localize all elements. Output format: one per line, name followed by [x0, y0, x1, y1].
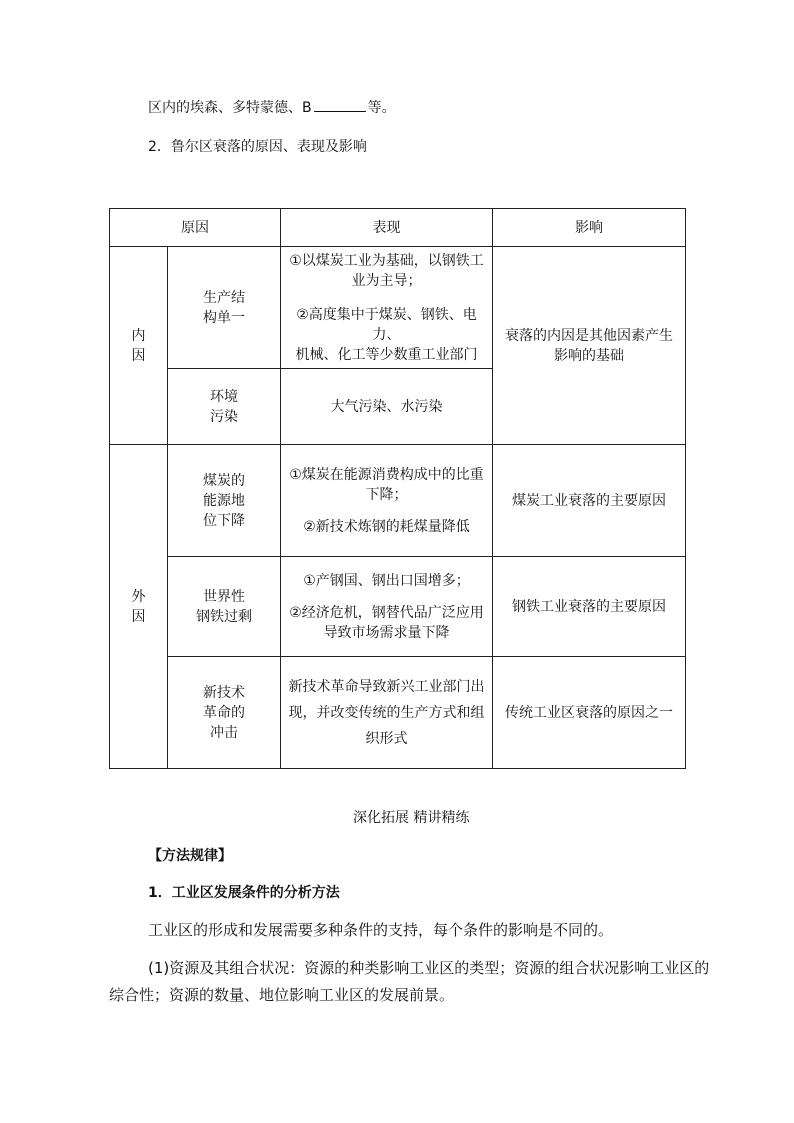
performance-text: ②经济危机，钢替代品广泛应用 — [289, 604, 484, 621]
impact-tech: 传统工业区衰落的原因之一 — [493, 657, 686, 769]
performance-text: 机械、化工等少数重工业部门 — [295, 346, 478, 363]
impact-inner-cause — [493, 247, 686, 445]
method-paragraph: 工业区的形成和发展需要多种条件的支持，每个条件的影响是不同的。 — [148, 921, 614, 939]
intro-line — [148, 98, 396, 118]
impact-text: 影响的基础 — [554, 347, 624, 364]
performance-text: ①产钢国、钢出口国增多； — [303, 572, 470, 589]
section2-title: 2．鲁尔区衰落的原因、表现及影响 — [148, 139, 367, 155]
performance-text: 现，并改变传统的生产方式和组 — [288, 704, 485, 721]
performance-text: 织形式 — [365, 730, 408, 747]
reason-text: 生产结 — [203, 289, 245, 306]
performance-text: 业为主导； — [351, 272, 422, 289]
performance-text: 导致市场需求量下降 — [323, 624, 450, 641]
outer-cause-label — [110, 445, 168, 769]
inner-cause-char-2: 因 — [131, 347, 146, 364]
table-row — [110, 247, 686, 369]
reason-text: 新技术 — [203, 684, 245, 701]
reason-single-structure — [168, 247, 281, 369]
performance-single-structure — [281, 247, 493, 369]
reason-text: 革命的 — [203, 704, 245, 721]
impact-steel: 钢铁工业衰落的主要原因 — [493, 557, 686, 657]
fill-blank — [314, 99, 366, 112]
performance-text: 新技术革命导致新兴工业部门出 — [288, 678, 485, 695]
reason-coal-status-decline — [168, 445, 281, 557]
performance-text: ①煤炭在能源消费构成中的比重 — [289, 466, 484, 483]
performance-pollution: 大气污染、水污染 — [281, 369, 493, 445]
reason-text: 煤炭的 — [203, 472, 245, 489]
performance-text: ①以煤炭工业为基础，以钢铁工 — [289, 252, 484, 269]
reason-text: 构单一 — [203, 309, 245, 326]
method-1-title: 1．工业区发展条件的分析方法 — [148, 885, 340, 901]
reason-text: 能源地 — [203, 492, 245, 509]
intro-text-pre: 区内的埃森、多特蒙德、B — [148, 100, 312, 116]
point1-line2: 综合性；资源的数量、地位影响工业区的发展前景。 — [109, 986, 455, 1004]
reason-text: 位下降 — [203, 512, 245, 529]
performance-coal — [281, 445, 493, 557]
reason-text: 钢铁过剩 — [196, 608, 252, 625]
reason-text: 世界性 — [203, 588, 245, 605]
table-row — [110, 445, 686, 557]
outer-cause-char-1: 外 — [131, 588, 146, 605]
performance-text: 下降； — [365, 486, 408, 503]
reason-text: 冲击 — [210, 724, 238, 741]
header-impact: 影响 — [493, 209, 686, 247]
point1-line1: (1)资源及其组合状况：资源的种类影响工业区的类型；资源的组合状况影响工业区的 — [148, 959, 710, 977]
performance-steel — [281, 557, 493, 657]
method-title: 【方法规律】 — [148, 848, 232, 864]
reason-tech-revolution — [168, 657, 281, 769]
table-row — [110, 557, 686, 657]
performance-text: ②新技术炼钢的耗煤量降低 — [303, 518, 470, 535]
reason-steel-surplus — [168, 557, 281, 657]
header-performance: 表现 — [281, 209, 493, 247]
reason-environment-pollution — [168, 369, 281, 445]
impact-coal: 煤炭工业衰落的主要原因 — [493, 445, 686, 557]
impact-text: 衰落的内因是其他因素产生 — [505, 327, 673, 344]
table-row — [110, 657, 686, 769]
reason-text: 污染 — [210, 408, 238, 425]
deepen-title: 深化拓展 精讲精练 — [353, 810, 470, 826]
intro-text-post: 等。 — [367, 100, 396, 116]
outer-cause-char-2: 因 — [131, 608, 146, 625]
ruhr-decline-table — [109, 208, 686, 769]
inner-cause-label — [110, 247, 168, 445]
performance-text: ②高度集中于煤炭、钢铁、电力、 — [296, 306, 477, 343]
inner-cause-char-1: 内 — [131, 327, 146, 344]
reason-text: 环境 — [210, 388, 238, 405]
header-reason: 原因 — [110, 209, 281, 247]
performance-tech — [281, 657, 493, 769]
table-header-row — [110, 209, 686, 247]
